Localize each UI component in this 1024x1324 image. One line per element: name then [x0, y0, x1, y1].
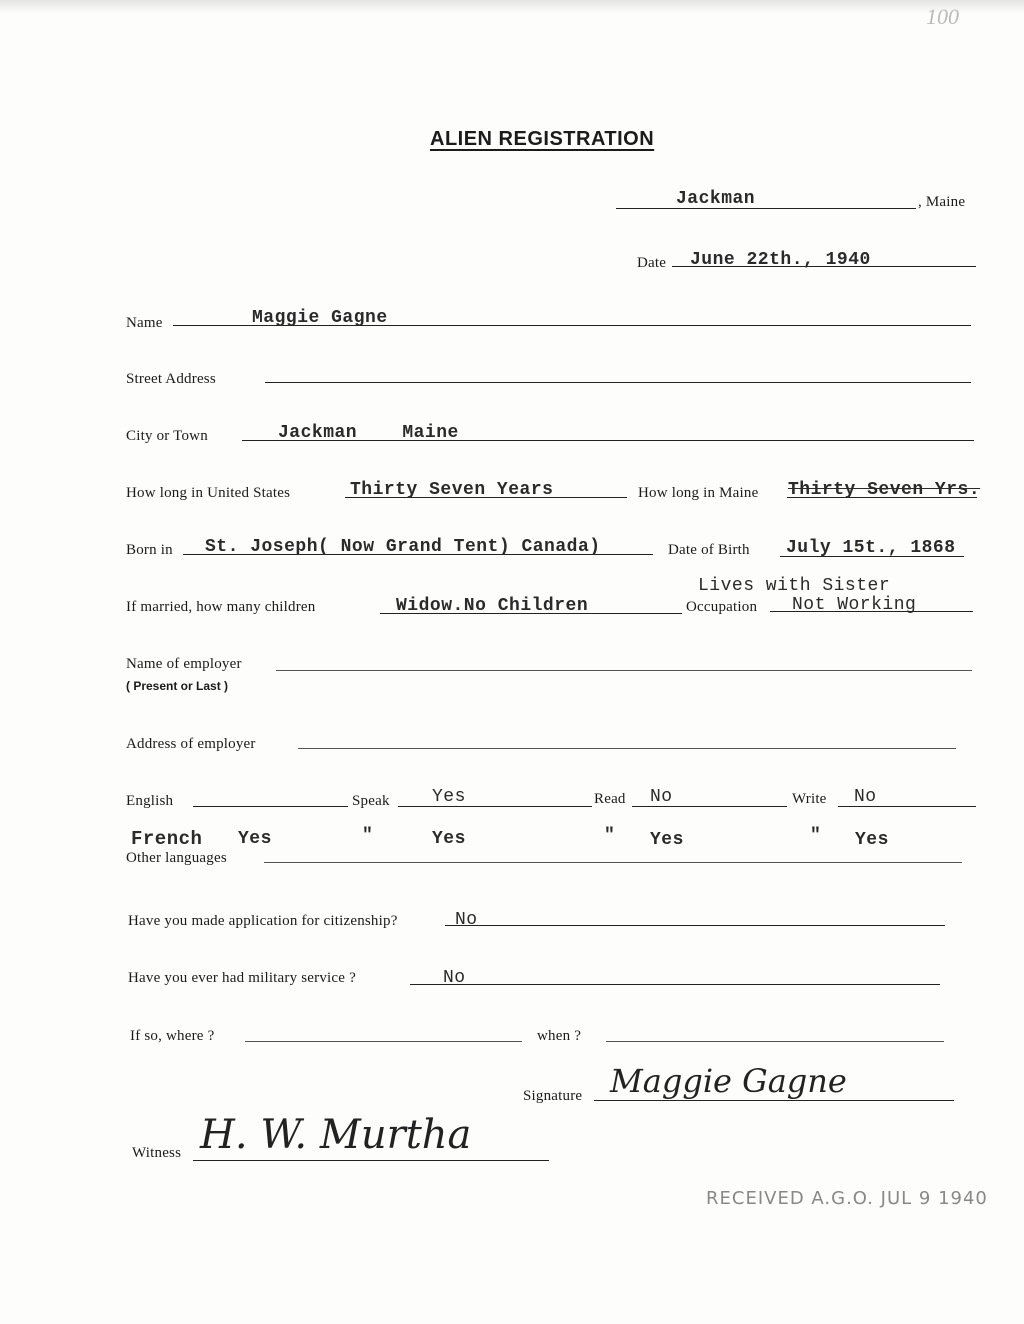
- witness-signature: H. W. Murtha: [200, 1112, 472, 1158]
- maine-residence-label: How long in Maine: [638, 485, 759, 501]
- name-value: Maggie Gagne: [252, 308, 388, 328]
- employer-sub-label: ( Present or Last ): [126, 679, 229, 693]
- english-write-value: No: [854, 787, 877, 807]
- read-label: Read: [594, 791, 626, 807]
- english-line: [193, 806, 348, 807]
- occupation-note: Lives with Sister: [698, 576, 891, 596]
- citizenship-label: Have you made application for citizenship?: [128, 913, 398, 929]
- born-value: St. Joseph( Now Grand Tent) Canada): [205, 537, 601, 557]
- ditto-mark-write: ": [810, 826, 822, 846]
- born-label: Born in: [126, 542, 173, 558]
- speak-line: [398, 806, 592, 807]
- english-speak-value: Yes: [432, 787, 466, 807]
- signature-line: [594, 1100, 954, 1101]
- form-title: ALIEN REGISTRATION: [430, 128, 655, 150]
- other-languages-label: Other languages: [126, 850, 227, 866]
- speak-label: Speak: [352, 793, 390, 809]
- other-languages-line: [264, 862, 962, 863]
- signature-value: Maggie Gagne: [610, 1062, 847, 1100]
- document-number: 100: [926, 4, 959, 29]
- employer-address-line: [298, 748, 956, 749]
- ditto-mark-read: ": [604, 826, 616, 846]
- if-so-when-label: when ?: [537, 1028, 582, 1044]
- date-label: Date: [637, 255, 667, 271]
- dob-label: Date of Birth: [668, 542, 750, 558]
- if-so-where-line: [245, 1041, 522, 1042]
- witness-label: Witness: [132, 1145, 182, 1161]
- write-label: Write: [792, 791, 827, 807]
- employer-label: Name of employer: [126, 656, 242, 672]
- other-language-read: Yes: [650, 830, 684, 850]
- other-language-name: French: [131, 828, 203, 850]
- city-value: Jackman Maine: [278, 423, 459, 443]
- maine-residence-value: Thirty Seven Yrs.: [788, 480, 981, 500]
- military-line: [410, 984, 940, 985]
- occupation-label: Occupation: [686, 599, 758, 615]
- witness-line: [193, 1160, 549, 1161]
- place-line: [616, 208, 916, 209]
- children-value: Widow.No Children: [396, 596, 589, 616]
- street-line: [265, 382, 971, 383]
- english-read-value: No: [650, 787, 673, 807]
- other-language-speak: Yes: [432, 829, 466, 849]
- employer-line: [276, 670, 972, 671]
- other-language-value: Yes: [238, 829, 272, 849]
- citizenship-value: No: [455, 910, 478, 930]
- received-stamp: RECEIVED A.G.O. JUL 9 1940: [706, 1188, 988, 1209]
- other-language-write: Yes: [855, 830, 889, 850]
- ditto-mark-speak: ": [362, 826, 374, 846]
- children-label: If married, how many children: [126, 599, 316, 615]
- city-label: City or Town: [126, 428, 208, 444]
- us-residence-value: Thirty Seven Years: [350, 480, 554, 500]
- military-label: Have you ever had military service ?: [128, 970, 356, 986]
- place-town: Jackman: [676, 189, 756, 209]
- scan-top-edge: [0, 0, 1024, 14]
- occupation-value: Not Working: [792, 595, 917, 615]
- street-label: Street Address: [126, 371, 216, 387]
- if-so-where-label: If so, where ?: [130, 1028, 215, 1044]
- citizenship-line: [445, 925, 945, 926]
- if-so-when-line: [606, 1041, 944, 1042]
- us-residence-label: How long in United States: [126, 485, 291, 501]
- employer-address-label: Address of employer: [126, 736, 256, 752]
- military-value: No: [443, 968, 466, 988]
- signature-label: Signature: [523, 1088, 583, 1104]
- dob-value: July 15t., 1868: [786, 538, 956, 558]
- english-label: English: [126, 793, 174, 809]
- date-value: June 22th., 1940: [690, 250, 871, 270]
- place-state-label: , Maine: [918, 194, 966, 210]
- name-label: Name: [126, 315, 163, 331]
